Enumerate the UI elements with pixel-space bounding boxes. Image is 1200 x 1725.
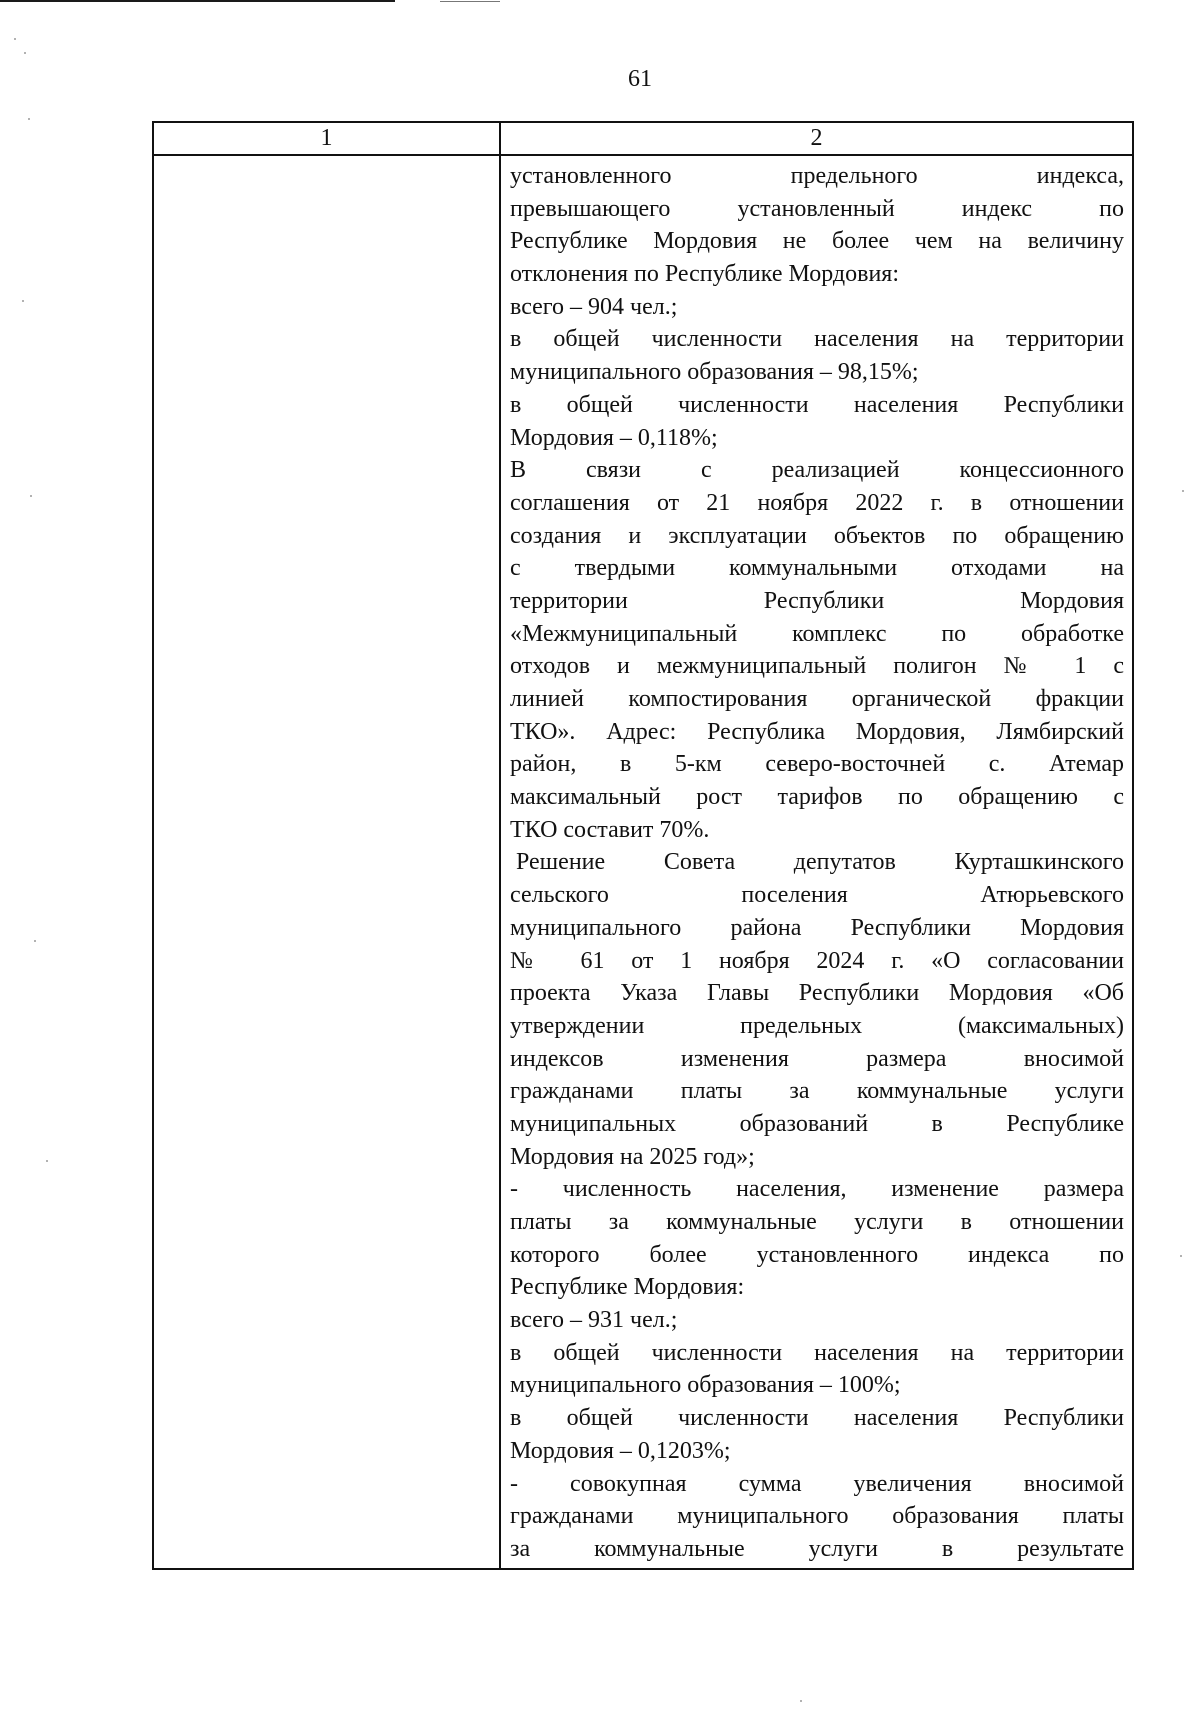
text-line: отклонения по Республике Мордовия: (510, 261, 900, 288)
text-line: Мордовия – 0,118%; (510, 424, 718, 451)
scan-top-rule-fragment (440, 1, 500, 2)
page-number: 61 (628, 66, 652, 92)
text-line: «Межмуниципальный комплекс по обработке (510, 620, 1124, 647)
text-line: в общей численности населения на территории (510, 326, 1124, 353)
text-line: муниципального района Республики Мордовия (510, 914, 1124, 941)
text-line: линией компостирования органической фракции (510, 686, 1124, 712)
text-line: в общей численности населения Республики (510, 1405, 1124, 1432)
text-line: район, в 5-км северо-восточней с. Атемар (510, 751, 1124, 778)
text-line: установленного предельного индекса, (510, 163, 1124, 189)
text-line: ТКО составит 70%. (510, 816, 710, 843)
text-line: создания и эксплуатации объектов по обращению (510, 522, 1124, 549)
scan-top-rule (0, 0, 395, 2)
scan-speck (30, 495, 32, 497)
column-2-text-cell (510, 160, 1124, 1566)
text-line: максимальный рост тарифов по обращению с (510, 784, 1124, 811)
scan-speck (22, 300, 24, 302)
text-line: соглашения от 21 ноября 2022 г. в отношении (510, 489, 1124, 516)
column-header-1: 1 (320, 125, 333, 151)
text-line: превышающего установленный индекс по (510, 195, 1124, 222)
text-line: платы за коммунальные услуги в отношении (510, 1209, 1124, 1235)
text-line: муниципальных образований в Республике (510, 1110, 1124, 1137)
document-table (152, 121, 1134, 1570)
text-line: - совокупная сумма увеличения вносимой (510, 1470, 1124, 1497)
text-line: Решение Совета депутатов Курташкинского (516, 849, 1124, 876)
text-line: Мордовия – 0,1203%; (510, 1437, 731, 1464)
text-line: Республике Мордовия: (510, 1274, 745, 1301)
text-line: индексов изменения размера вносимой (510, 1045, 1124, 1072)
text-line: за коммунальные услуги в результате (510, 1535, 1124, 1562)
text-line: с твердыми коммунальными отходами на (510, 555, 1124, 582)
text-line: сельского поселения Атюрьевского (510, 882, 1124, 909)
scan-speck (46, 1160, 48, 1162)
text-line: гражданами муниципального образования платы (510, 1503, 1124, 1530)
text-line: проекта Указа Главы Республики Мордовия «Об (510, 980, 1124, 1007)
text-line: - численность населения, изменение размера (510, 1176, 1124, 1203)
text-line: в общей численности населения на территории (510, 1339, 1124, 1366)
scan-speck (28, 118, 30, 120)
text-line: гражданами платы за коммунальные услуги (510, 1078, 1124, 1105)
text-line: ТКО». Адрес: Республика Мордовия, Лямбирский (510, 718, 1124, 745)
text-line: всего – 904 чел.; (510, 293, 678, 320)
table-header-row (154, 123, 1132, 156)
text-line: В связи с реализацией концессионного (510, 457, 1124, 484)
scan-speck (24, 52, 26, 54)
scan-speck (800, 1700, 802, 1702)
scan-speck (1182, 490, 1184, 492)
text-line: Республике Мордовия не более чем на величину (510, 228, 1124, 255)
text-line: муниципального образования – 98,15%; (510, 359, 919, 386)
text-line: которого более установленного индекса по (510, 1241, 1124, 1268)
text-line: № 61 от 1 ноября 2024 г. «О согласовании (510, 947, 1124, 974)
text-line: отходов и межмуниципальный полигон № 1 с (510, 653, 1124, 680)
text-line: в общей численности населения Республики (510, 391, 1124, 418)
text-line: Мордовия на 2025 год»; (510, 1143, 755, 1170)
scan-speck (1180, 1255, 1182, 1257)
text-line: утверждении предельных (максимальных) (510, 1012, 1124, 1039)
scan-speck (34, 940, 36, 942)
column-header-2: 2 (810, 125, 823, 151)
column-divider (499, 123, 501, 1568)
text-line: муниципального образования – 100%; (510, 1372, 901, 1399)
text-line: территории Республики Мордовия (510, 587, 1124, 614)
scan-speck (14, 38, 16, 40)
text-line: всего – 931 чел.; (510, 1307, 678, 1334)
